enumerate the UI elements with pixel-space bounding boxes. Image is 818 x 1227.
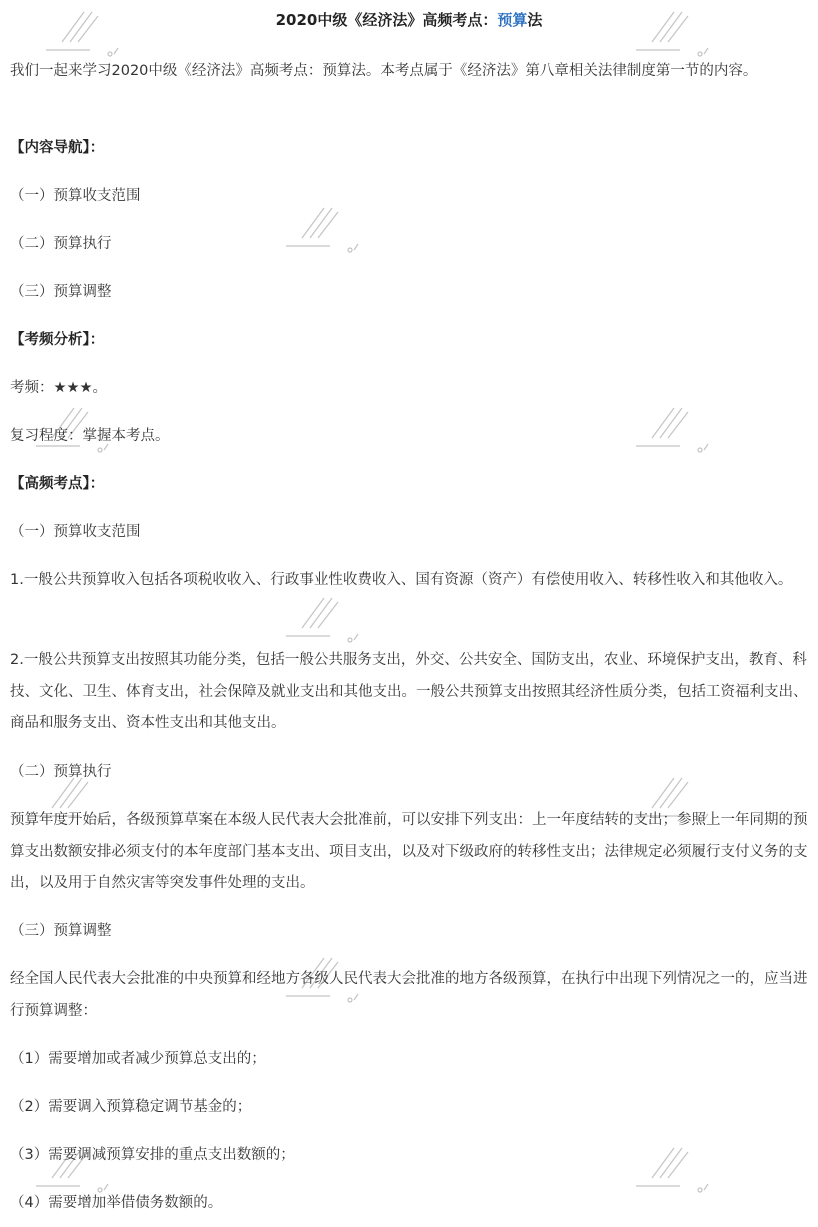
title-text: 2020中级《经济法》高频考点： [275, 11, 498, 29]
review-level-text: 复习程度：掌握本考点。 [10, 428, 170, 444]
nav-item: （一）预算收支范围 [10, 188, 141, 204]
nav-heading: 【内容导航】： [10, 140, 105, 156]
title-text-end: 法 [527, 11, 543, 29]
list-item: （2）需要调入预算稳定调节基金的； [10, 1099, 252, 1115]
article-title [0, 8, 818, 32]
list-item: （4）需要增加举借债务数额的。 [10, 1195, 223, 1211]
section-paragraph: 经全国人民代表大会批准的中央预算和经地方各级人民代表大会批准的地方各级预算，在执行中出现下列情况之一的，应当进行预算调整： [10, 971, 808, 1019]
nav-item: （二）预算执行 [10, 236, 112, 252]
points-heading: 【高频考点】： [10, 476, 105, 492]
watermark-logo [280, 590, 364, 646]
frequency-text: 考频：★★★。 [10, 380, 107, 396]
analysis-heading: 【考频分析】： [10, 332, 105, 348]
section-title: （三）预算调整 [10, 923, 112, 939]
section-paragraph: 1.一般公共预算收入包括各项税收收入、行政事业性收费收入、国有资源（资产）有偿使用收入、转移性收入和其他收入。 [10, 572, 793, 588]
intro-paragraph: 我们一起来学习2020中级《经济法》高频考点：预算法。本考点属于《经济法》第八章相关法律制度第一节的内容。 [10, 63, 758, 79]
section-paragraph: 预算年度开始后，各级预算草案在本级人民代表大会批准前，可以安排下列支出：上一年度结转的支出；参照上一年同期的预算支出数额安排必须支付的本年度部门基本支出、项目支出，以及对下级政府的转移性支出；法律规定必须履行支付义务的支出，以及用于自然灾害等突发事件处理的支出。 [10, 812, 808, 891]
list-item: （3）需要调减预算安排的重点支出数额的； [10, 1147, 295, 1163]
section-title: （一）预算收支范围 [10, 524, 141, 540]
title-keyword-link[interactable]: 预算 [497, 11, 528, 29]
section-title: （二）预算执行 [10, 764, 112, 780]
list-item: （1）需要增加或者减少预算总支出的； [10, 1051, 266, 1067]
nav-item: （三）预算调整 [10, 284, 112, 300]
section-paragraph: 2.一般公共预算支出按照其功能分类，包括一般公共服务支出，外交、公共安全、国防支出，农业、环境保护支出，教育、科技、文化、卫生、体育支出，社会保障及就业支出和其他支出。一般公共预算支出按照其经济性质分类，包括工资福利支出、商品和服务支出、资本性支出和其他支出。 [10, 652, 808, 731]
